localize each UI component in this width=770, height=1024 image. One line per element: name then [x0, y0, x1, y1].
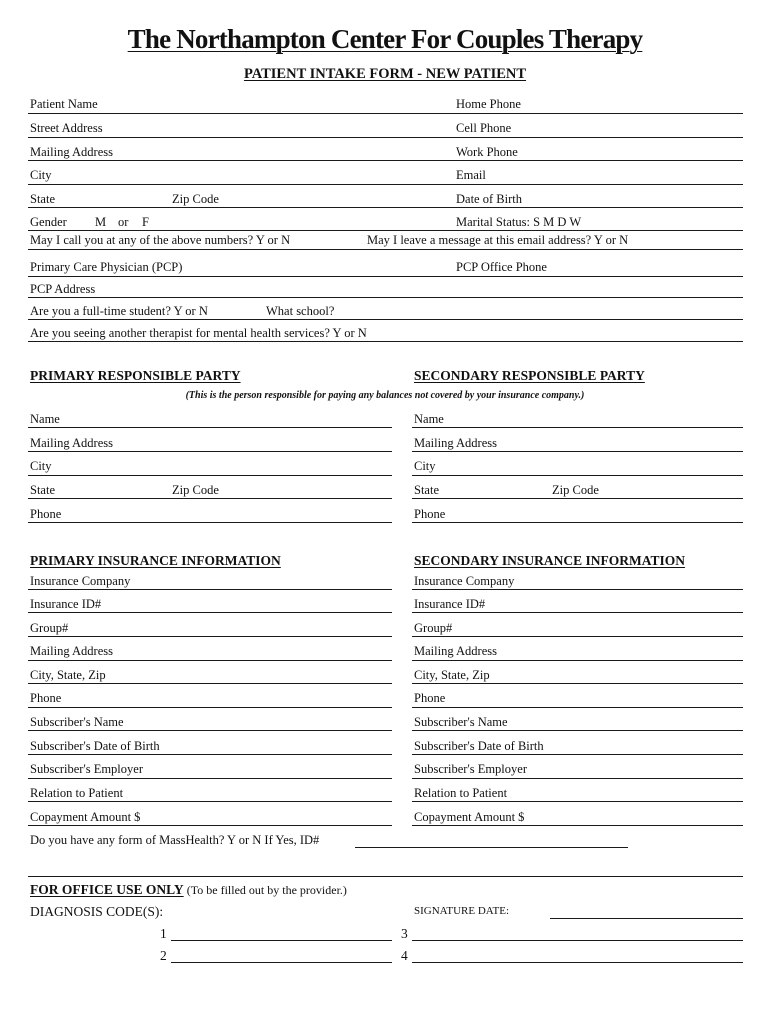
primary-rp-state-line[interactable] [28, 498, 392, 499]
street-address-label: Street Address [30, 121, 103, 135]
primary-group-label: Group# [30, 621, 69, 635]
primary-insurance-id-label: Insurance ID# [30, 597, 102, 611]
primary-rp-name-label: Name [30, 412, 60, 426]
diagnosis-code-4-number: 4 [401, 948, 408, 963]
primary-rp-city-line[interactable] [28, 475, 392, 476]
primary-subscriber-employer-label: Subscriber's Employer [30, 762, 143, 776]
primary-rp-phone-label: Phone [30, 507, 62, 521]
primary-subscriber-name-label: Subscriber's Name [30, 715, 124, 729]
mailing-address-line[interactable] [28, 160, 743, 161]
primary-relation-line[interactable] [28, 801, 392, 802]
city-label: City [30, 168, 52, 182]
diagnosis-code-4-line[interactable] [412, 962, 743, 963]
pcp-label: Primary Care Physician (PCP) [30, 260, 183, 274]
primary-rp-state-label: State [30, 483, 55, 497]
primary-rp-mailing-label: Mailing Address [30, 436, 113, 450]
secondary-group-label: Group# [414, 621, 453, 635]
primary-subscriber-dob-label: Subscriber's Date of Birth [30, 739, 160, 753]
secondary-insurance-heading: SECONDARY INSURANCE INFORMATION [414, 553, 686, 568]
gender-or-text: or [118, 215, 129, 229]
primary-relation-label: Relation to Patient [30, 786, 124, 800]
work-phone-label: Work Phone [456, 145, 518, 159]
state-label: State [30, 192, 55, 206]
patient-name-label: Patient Name [30, 97, 98, 111]
diagnosis-code-3-number: 3 [401, 926, 408, 941]
secondary-ins-phone-label: Phone [414, 691, 446, 705]
office-use-note: (To be filled out by the provider.) [186, 883, 347, 897]
gender-f-option[interactable]: F [142, 215, 149, 229]
secondary-ins-city-state-zip-line[interactable] [412, 683, 743, 684]
pcp-address-label: PCP Address [30, 282, 96, 296]
cell-phone-label: Cell Phone [456, 121, 512, 135]
primary-group-line[interactable] [28, 636, 392, 637]
email-label: Email [456, 168, 486, 182]
mailing-address-label: Mailing Address [30, 145, 113, 159]
office-use-heading-row [30, 882, 347, 898]
patient-name-line[interactable] [28, 113, 743, 114]
city-line[interactable] [28, 184, 743, 185]
state-line[interactable] [28, 207, 743, 208]
secondary-subscriber-name-label: Subscriber's Name [414, 715, 508, 729]
secondary-subscriber-employer-label: Subscriber's Employer [414, 762, 527, 776]
secondary-rp-mailing-line[interactable] [412, 451, 743, 452]
gender-line[interactable] [28, 230, 743, 231]
primary-rp-name-line[interactable] [28, 427, 392, 428]
masshealth-id-line[interactable] [355, 847, 628, 848]
secondary-insurance-company-line[interactable] [412, 589, 743, 590]
responsible-party-note: (This is the person responsible for paying any balances not covered by your insurance company.) [185, 390, 585, 401]
primary-insurance-company-label: Insurance Company [30, 574, 131, 588]
primary-subscriber-name-line[interactable] [28, 730, 392, 731]
secondary-ins-phone-line[interactable] [412, 707, 743, 708]
diagnosis-code-1-number: 1 [160, 926, 167, 941]
leave-message-question: May I leave a message at this email address? Y or N [367, 233, 629, 247]
primary-rp-zip-label: Zip Code [172, 483, 219, 497]
primary-rp-phone-line[interactable] [28, 522, 392, 523]
secondary-insurance-company-label: Insurance Company [414, 574, 515, 588]
secondary-copayment-line[interactable] [412, 825, 743, 826]
zip-code-label: Zip Code [172, 192, 219, 206]
secondary-subscriber-employer-line[interactable] [412, 778, 743, 779]
secondary-ins-city-state-zip-label: City, State, Zip [414, 668, 490, 682]
diagnosis-code-2-number: 2 [160, 948, 167, 963]
other-therapist-question: Are you seeing another therapist for mental health services? Y or N [30, 326, 367, 340]
primary-insurance-id-line[interactable] [28, 612, 392, 613]
diagnosis-codes-label: DIAGNOSIS CODE(S): [30, 904, 164, 919]
secondary-copayment-label: Copayment Amount $ [414, 810, 525, 824]
secondary-relation-label: Relation to Patient [414, 786, 508, 800]
full-time-student-question: Are you a full-time student? Y or N [30, 304, 208, 318]
secondary-insurance-id-label: Insurance ID# [414, 597, 486, 611]
signature-date-label: SIGNATURE DATE: [414, 905, 510, 917]
primary-responsible-heading: PRIMARY RESPONSIBLE PARTY [30, 368, 241, 383]
secondary-rp-zip-label: Zip Code [552, 483, 599, 497]
call-numbers-question: May I call you at any of the above numbers? Y or N [30, 233, 291, 247]
secondary-rp-state-line[interactable] [412, 498, 743, 499]
secondary-subscriber-name-line[interactable] [412, 730, 743, 731]
primary-ins-city-state-zip-line[interactable] [28, 683, 392, 684]
primary-ins-mailing-line[interactable] [28, 660, 392, 661]
secondary-relation-line[interactable] [412, 801, 743, 802]
secondary-rp-state-label: State [414, 483, 439, 497]
secondary-insurance-id-line[interactable] [412, 612, 743, 613]
secondary-rp-city-label: City [414, 459, 436, 473]
diagnosis-code-2-line[interactable] [171, 962, 392, 963]
secondary-rp-name-line[interactable] [412, 427, 743, 428]
primary-ins-mailing-label: Mailing Address [30, 644, 113, 658]
secondary-rp-name-label: Name [414, 412, 444, 426]
primary-insurance-company-line[interactable] [28, 589, 392, 590]
pcp-address-line[interactable] [28, 297, 743, 298]
form-title: The Northampton Center For Couples Therapy [127, 24, 643, 54]
gender-m-option[interactable]: M [95, 215, 107, 229]
diagnosis-code-3-line[interactable] [412, 940, 743, 941]
date-of-birth-label: Date of Birth [456, 192, 522, 206]
form-subtitle: PATIENT INTAKE FORM - NEW PATIENT [243, 66, 527, 82]
secondary-rp-mailing-label: Mailing Address [414, 436, 497, 450]
pcp-office-phone-label: PCP Office Phone [456, 260, 547, 274]
contact-permission-line[interactable] [28, 249, 743, 250]
secondary-rp-phone-label: Phone [414, 507, 446, 521]
street-address-line[interactable] [28, 137, 743, 138]
primary-rp-mailing-line[interactable] [28, 451, 392, 452]
primary-copayment-label: Copayment Amount $ [30, 810, 141, 824]
secondary-responsible-heading: SECONDARY RESPONSIBLE PARTY [414, 368, 645, 383]
secondary-ins-mailing-line[interactable] [412, 660, 743, 661]
primary-copayment-line[interactable] [28, 825, 392, 826]
secondary-ins-mailing-label: Mailing Address [414, 644, 497, 658]
primary-ins-phone-label: Phone [30, 691, 62, 705]
diagnosis-code-1-line[interactable] [171, 940, 392, 941]
signature-date-line[interactable] [550, 918, 743, 919]
student-line[interactable] [28, 319, 743, 320]
gender-label: Gender [30, 215, 67, 229]
secondary-rp-city-line[interactable] [412, 475, 743, 476]
primary-insurance-heading: PRIMARY INSURANCE INFORMATION [30, 553, 281, 568]
primary-subscriber-dob-line[interactable] [28, 754, 392, 755]
primary-ins-city-state-zip-label: City, State, Zip [30, 668, 106, 682]
office-divider [28, 876, 743, 877]
primary-subscriber-employer-line[interactable] [28, 778, 392, 779]
secondary-group-line[interactable] [412, 636, 743, 637]
marital-status-label: Marital Status: S M D W [456, 215, 582, 229]
masshealth-question: Do you have any form of MassHealth? Y or N If Yes, ID# [30, 833, 320, 847]
office-use-heading: FOR OFFICE USE ONLY [30, 882, 184, 897]
pcp-line[interactable] [28, 276, 743, 277]
primary-ins-phone-line[interactable] [28, 707, 392, 708]
secondary-rp-phone-line[interactable] [412, 522, 743, 523]
home-phone-label: Home Phone [456, 97, 521, 111]
secondary-subscriber-dob-label: Subscriber's Date of Birth [414, 739, 544, 753]
primary-rp-city-label: City [30, 459, 52, 473]
what-school-label: What school? [266, 304, 335, 318]
secondary-subscriber-dob-line[interactable] [412, 754, 743, 755]
other-therapist-line[interactable] [28, 341, 743, 342]
